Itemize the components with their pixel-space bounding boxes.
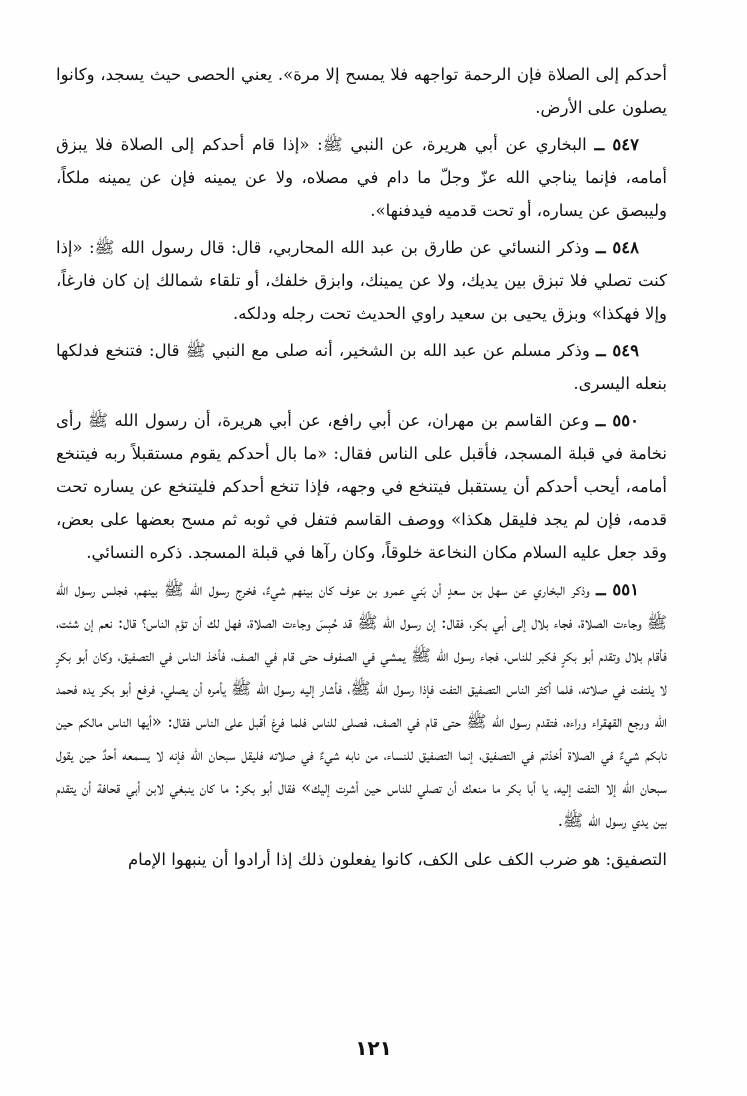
hadith-550 xyxy=(56,404,667,569)
hadith-text: وعن القاسم بن مهران، عن أبي رافع، عن أبي هريرة، أن رسول الله ﷺ رأى نخامة في قبلة المسجد، فأقبل على الناس فقال: «ما بال أحدكم يقوم مستقبلاً ربه فيتنخع أمامه، أيحب أحدكم أن يستقبل فيتنخع في وجهه، فإذا تنخع أحدكم فليتنخع عن يساره تحت قدمه، فإن لم يجد فليقل هكذا» ووصف القاسم فتفل في ثوبه ثم مسح بعضها على بعض، وقد جعل عليه السلام مكان النخاعة خلوقاً، وكان رآها في قبلة المسجد. ذكره النسائي. xyxy=(56,411,667,562)
hadith-text: وذكر البخاري عن سهل بن سعدٍ أن بَني عمرو بن عوف كان بينهم شيءٌ، فخرج رسول الله ﷺ بينهم، فجلس رسول الله ﷺ وجاءت الصلاة، فجاء بلال إلى أبي بكر، فقال: إن رسول الله ﷺ قد حُبِسَ وجاءت الصلاة، فهل لك أن تؤم الناس؟ قال: نعم إن شئت، فأقام بلال وتقدم أبو بكرٍ فكبر للناس، فجاء رسول الله ﷺ يمشي في الصفوف حتى قام في الصف، فأخذ الناس في التصفيق، وكان أبو بكرٍ لا يلتفت في صلاته، فلما أكثر الناس التصفيق التفت فإذا رسول الله ﷺ، فأشار إليه رسول الله ﷺ يأمره أن يصلي، فرفع أبو بكر يده فحمد الله ورجع القهقراء وراءه، فتقدم رسول الله ﷺ حتى قام في الصف، فصلى للناس فلما فرغ أقبل على الناس فقال: «أيها الناس مالكم حين نابكم شيءٌ في الصلاة أخذتم في التصفيق، إنما التصفيق للنساء، من نابه شيءٌ في صلاته فليقل سبحان الله فإنه لا يسمعه أحدٌ حين يقول سبحان الله إلا التفت إليه، يا أبا بكر ما منعك أن تصلي للناس حين أشرت إليك» فقال أبو بكر: ما كان ينبغي لابن أبي قحافة أن يتقدم بين يدي رسول الله ﷺ. xyxy=(56,580,667,830)
continuation-paragraph xyxy=(56,58,667,124)
hadith-number: ٥٤٩ ــ xyxy=(596,341,639,360)
continuation-text: أحدكم إلى الصلاة فإن الرحمة تواجهه فلا يمسح إلا مرة». يعني الحصى حيث يسجد، وكانوا يصلون على الأرض. xyxy=(56,65,667,117)
hadith-number: ٥٤٧ ــ xyxy=(594,135,639,154)
note-text: التصفيق: هو ضرب الكف على الكف، كانوا يفعلون ذلك إذا أرادوا أن ينبهوا الإمام xyxy=(127,850,667,869)
hadith-number: ٥٥١ ــ xyxy=(596,580,640,599)
hadith-551 xyxy=(56,573,667,837)
hadith-text: البخاري عن أبي هريرة، عن النبي ﷺ: «إذا قام أحدكم إلى الصلاة فلا يبزق أمامه، فإنما يناجي الله عزّ وجلّ ما دام في مصلاه، ولا عن يمينه فإن عن يمينه ملكاً، وليبصق عن يساره، أو تحت قدميه فيدفنها». xyxy=(56,135,667,220)
page-body xyxy=(56,58,667,876)
hadith-548 xyxy=(56,231,667,330)
hadith-number: ٥٥٠ ــ xyxy=(595,411,639,430)
footnote-tasfiq xyxy=(56,843,667,876)
hadith-547 xyxy=(56,128,667,227)
hadith-text: وذكر النسائي عن طارق بن عبد الله المحاربي، قال: قال رسول الله ﷺ: «إذا كنت تصلي فلا تبزق بين يديك، ولا عن يمينك، وابزق خلفك، أو تلقاء شمالك إن كان فارغاً، وإلا فهكذا» وبزق يحيى بن سعيد راوي الحديث تحت رجله ودلكه. xyxy=(56,238,667,323)
hadith-number: ٥٤٨ ــ xyxy=(595,238,639,257)
hadith-549 xyxy=(56,334,667,400)
hadith-text: وذكر مسلم عن عبد الله بن الشخير، أنه صلى مع النبي ﷺ قال: فتنخع فدلكها بنعله اليسرى. xyxy=(56,341,667,393)
page-number: ١٢١ xyxy=(355,1036,392,1060)
